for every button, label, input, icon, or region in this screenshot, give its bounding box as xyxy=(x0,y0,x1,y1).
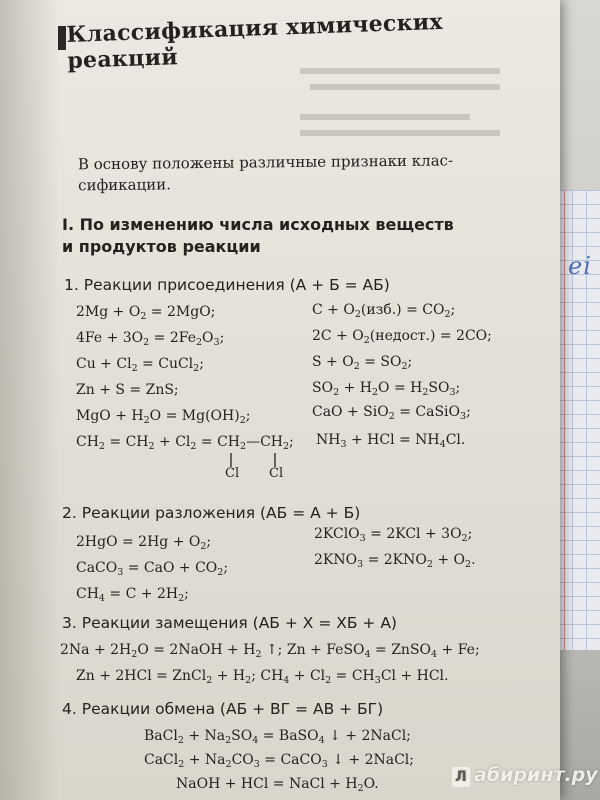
addition-eq-left-1: $2Mg + O_2 = 2MgO$; xyxy=(76,304,216,322)
watermark-logo: Л xyxy=(452,767,470,787)
section-heading xyxy=(62,214,522,258)
addition-heading: 1. Реакции присоединения (А + Б = АБ) xyxy=(64,276,390,294)
decomposition-heading: 2. Реакции разложения (АБ = А + Б) xyxy=(62,504,361,522)
addition-chain-eq: $CH_2 = CH_2 + Cl_2$ = $CH_2—CH_2$; xyxy=(76,434,294,452)
substitution-eq-line-1: $2Na + 2H_2O$ = 2NaOH + $H_2$ ↑; Zn + FeSO$_4$ = ZnSO$_4$ + Fe; xyxy=(60,642,480,660)
decomposition-eq-left-2: CaCO$_3$ = CaO + $CO_2$; xyxy=(76,560,229,578)
handwritten-scribble: ei xyxy=(568,252,592,280)
intro-paragraph xyxy=(78,150,518,197)
addition-eq-right-4: $SO_2 + H_2O = H_2SO_3$; xyxy=(312,380,461,398)
decomposition-eq-left-3: $CH_4 = C + 2H_2$; xyxy=(76,586,189,604)
addition-eq-right-5: CaO + SiO$_2$ = CaSiO$_3$; xyxy=(312,404,471,422)
intro-line-1: В основу положены различные признаки клас- xyxy=(77,151,454,174)
exchange-heading: 4. Реакции обмена (АБ + ВГ = АВ + БГ) xyxy=(62,700,384,718)
section-heading-line-2: и продуктов реакции xyxy=(62,237,261,256)
exchange-eq-3: NaOH + HCl = NaCl + $H_2O$. xyxy=(176,776,379,794)
decomposition-eq-right-2: $2KNO_3 = 2KNO_2 + O_2$. xyxy=(314,552,476,570)
decomposition-eq-right-1: 2KClO$_3$ = $2KCl + 3O_2$; xyxy=(314,526,473,544)
decomposition-eq-left-1: $2HgO = 2Hg + O_2$; xyxy=(76,534,212,552)
page-shadow xyxy=(0,0,60,800)
watermark xyxy=(452,764,598,787)
notebook-margin-line xyxy=(564,190,565,650)
section-heading-line-1: I. По изменению числа исходных веществ xyxy=(62,215,454,234)
addition-eq-right-3: $S + O_2 = SO_2$; xyxy=(312,354,413,372)
addition-eq-right-1: $C + O_2(изб.) = CO_2$; xyxy=(312,302,456,320)
chain-substituent-2: Cl xyxy=(269,466,284,481)
addition-eq-left-2: $4Fe + 3O_2 = 2Fe_2O_3$; xyxy=(76,330,225,348)
intro-line-2: сификации. xyxy=(78,175,172,195)
substitution-heading: 3. Реакции замещения (АБ + Х = ХБ + А) xyxy=(62,614,397,632)
exchange-eq-1: BaCl$_2$ + $Na_2SO_4$ = BaSO$_4$ ↓ + 2NaCl; xyxy=(144,728,411,746)
addition-eq-left-4: Zn + S = ZnS; xyxy=(76,382,179,398)
watermark-text: абиринт.ру xyxy=(474,764,598,786)
title-accent-bar xyxy=(58,26,66,50)
exchange-eq-2: CaCl$_2$ + $Na_2CO_3$ = CaCO$_3$ ↓ + 2NaCl; xyxy=(144,752,414,770)
notebook-page xyxy=(558,190,600,650)
chain-substituent-1: Cl xyxy=(225,466,240,481)
substitution-eq-line-2: Zn + 2HCl = ZnCl$_2$ + $H_2$; $CH_4 + Cl_2 = CH_3Cl$ + HCl. xyxy=(76,668,449,686)
addition-eq-right-2: $2C + O_2(недост.) = 2CO$; xyxy=(312,328,492,346)
addition-eq-left-5: MgO + $H_2O = Mg(OH)_2$; xyxy=(76,408,251,426)
addition-eq-left-3: $Cu + Cl_2$ = CuCl$_2$; xyxy=(76,356,204,374)
addition-nh3-eq: $NH_3$ + HCl = $NH_4Cl$. xyxy=(316,432,466,450)
page-title: Классификация химических реакций xyxy=(66,8,444,74)
